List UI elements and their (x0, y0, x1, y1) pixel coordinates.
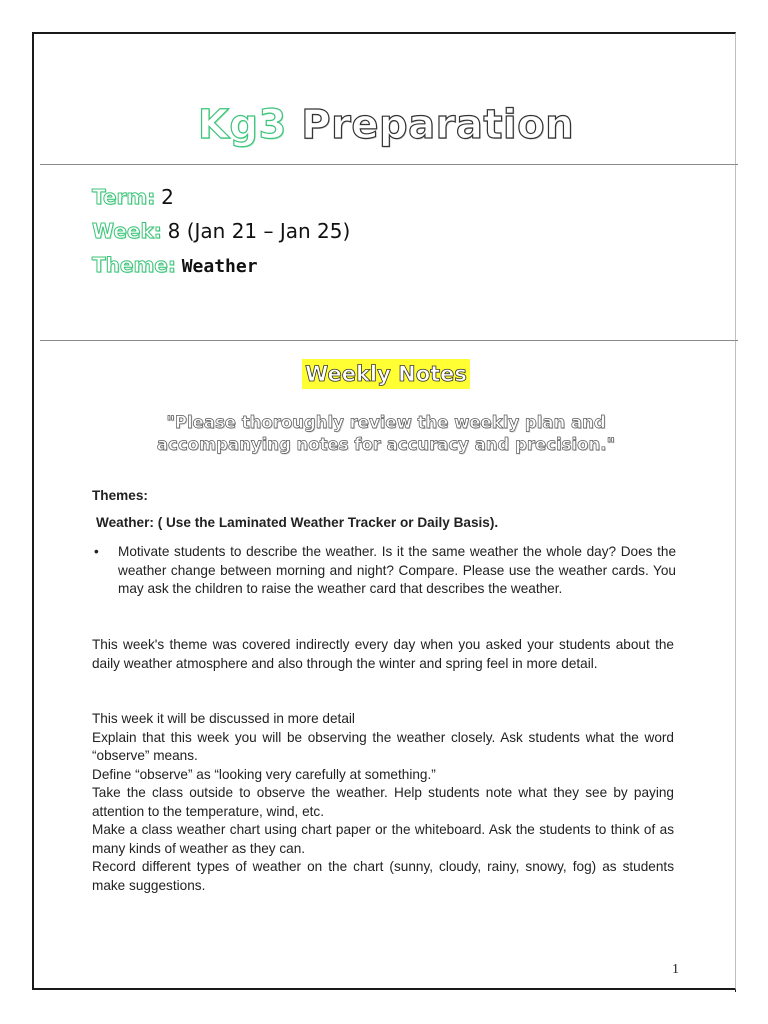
detail-line: Define “observe” as “looking very carefully at something.” (92, 766, 436, 782)
quote-line-1: "Please thoroughly review the weekly plan and (166, 413, 606, 432)
theme-line (92, 253, 258, 278)
term-value: 2 (161, 185, 174, 209)
paragraph-theme-covered: This week's theme was covered indirectly every day when you asked your students about the daily weather atmosphere and also through the winter and spring feel in more detail. (92, 637, 674, 671)
detail-line: Make a class weather chart using chart paper or the whiteboard. Ask the students to think of as many kinds of weather as they can. (92, 822, 674, 856)
theme-label: Theme: (92, 253, 176, 277)
week-line (92, 219, 350, 244)
page-title (34, 102, 738, 148)
review-quote (34, 412, 738, 456)
bullet-icon: • (94, 544, 99, 559)
term-line (92, 185, 174, 210)
themes-label: Themes: (92, 488, 148, 503)
week-value: 8 (Jan 21 – Jan 25) (167, 219, 351, 243)
week-label: Week: (92, 219, 162, 243)
document-page (32, 32, 736, 990)
quote-line-2: accompanying notes for accuracy and precision." (156, 435, 616, 454)
title-preparation: Preparation (301, 102, 575, 148)
detail-line: Record different types of weather on the chart (sunny, cloudy, rainy, snowy, fog) as students make suggestions. (92, 859, 674, 893)
theme-value: Weather (181, 256, 258, 277)
page-number: 1 (672, 962, 679, 977)
bullet-text: Motivate students to describe the weather. Is it the same weather the whole day? Does the weather change between morning and night? Compare. Please use the weather cards. You may ask the children to raise the weather card that describes the weather. (118, 544, 676, 596)
divider-middle (40, 340, 738, 341)
detail-lines (92, 710, 674, 895)
divider-top (40, 164, 738, 165)
detail-line: This week it will be discussed in more detail (92, 711, 355, 726)
weekly-notes-heading: Weekly Notes (302, 359, 470, 389)
weekly-notes-heading-wrap (34, 359, 738, 389)
detail-line: Explain that this week you will be observing the weather closely. Ask students what the word “observe” means. (92, 729, 674, 763)
weather-heading: Weather: ( Use the Laminated Weather Tracker or Daily Basis). (96, 515, 499, 530)
detail-line: Take the class outside to observe the weather. Help students note what they see by paying attention to the temperature, wind, etc. (92, 785, 674, 819)
title-kg3: Kg3 (197, 102, 287, 148)
term-label: Term: (92, 185, 156, 209)
